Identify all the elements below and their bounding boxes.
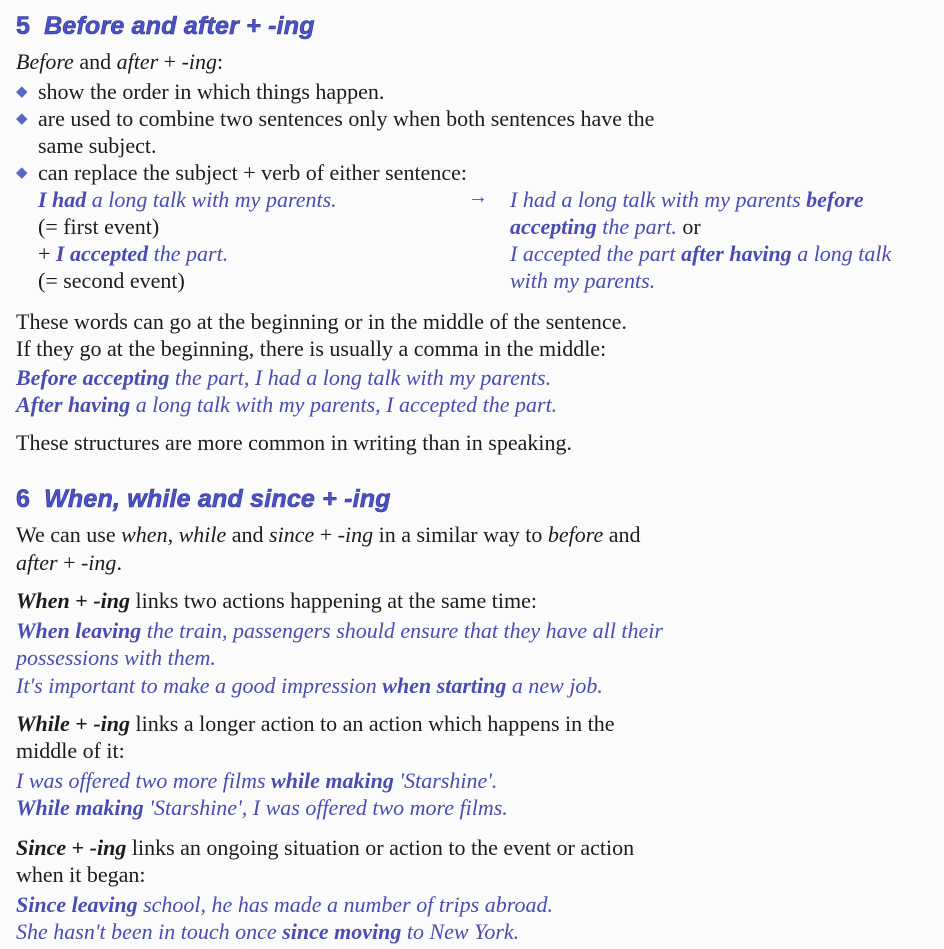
example-text-run: since moving	[282, 919, 402, 944]
text-run: and	[73, 49, 117, 74]
example-text-run: Since leaving	[16, 892, 138, 917]
example-sentence	[16, 767, 497, 794]
text-run: same subject.	[38, 133, 157, 158]
bullet-item-continued	[38, 132, 157, 159]
text-run: Before	[16, 49, 74, 74]
text-run: -ing	[80, 550, 117, 575]
example-text-run: I had	[38, 187, 87, 212]
example-left	[38, 213, 159, 240]
example-sentence	[16, 891, 553, 918]
example-left	[38, 186, 337, 213]
rule-line	[16, 710, 615, 737]
intro-line	[16, 48, 223, 75]
text-run: +	[158, 49, 182, 74]
text-run: middle of it:	[16, 738, 125, 763]
example-sentence	[16, 672, 603, 699]
text-run: when	[121, 522, 168, 547]
example-right	[510, 240, 891, 267]
example-text-run: I accepted	[55, 241, 149, 266]
example-text-run: I accepted the part	[510, 241, 682, 266]
diamond-bullet-icon: ◆	[16, 84, 28, 100]
example-sentence	[16, 617, 663, 644]
text-run: If they go at the beginning, there is usually a comma in the middle:	[16, 336, 607, 361]
example-text-run: after having	[681, 241, 792, 266]
example-text-run: She hasn't been in touch once	[16, 919, 283, 944]
diamond-bullet-icon: ◆	[16, 111, 28, 127]
example-text-run: a long talk with my parents.	[86, 187, 337, 212]
text-run: -ing	[337, 522, 374, 547]
text-run: -ing	[93, 588, 131, 613]
diamond-bullet-icon: ◆	[16, 165, 28, 181]
text-run: and	[226, 522, 270, 547]
example-sentence	[16, 391, 557, 418]
paragraph-line	[16, 429, 572, 456]
rule-line	[16, 737, 125, 764]
section-title: When, while and since + -ing	[44, 485, 391, 513]
section-number: 5	[16, 12, 31, 40]
text-run: or	[676, 214, 701, 239]
text-run: When	[16, 588, 70, 613]
example-text-run: possessions with them.	[16, 645, 216, 670]
example-text-run: It's important to make a good impression	[16, 673, 383, 698]
example-text-run: with my parents.	[510, 268, 656, 293]
rule-line	[16, 861, 146, 888]
text-run: (= second event)	[38, 268, 185, 293]
example-text-run: when starting	[382, 673, 507, 698]
example-left	[38, 240, 228, 267]
arrow-right-icon: →	[468, 186, 488, 208]
example-text-run: school, he has made a number of trips abroad.	[137, 892, 553, 917]
example-text-run: a new job.	[506, 673, 603, 698]
text-run: links a longer action to an action which happens in the	[130, 711, 615, 736]
text-run: +	[314, 522, 338, 547]
example-text-run: the part, I had a long talk with my parents.	[169, 365, 552, 390]
rule-line	[16, 587, 537, 614]
text-run: and	[603, 522, 641, 547]
paragraph-line	[16, 549, 122, 576]
text-run: after	[116, 49, 159, 74]
text-run: while	[178, 522, 227, 547]
bullet-item	[38, 105, 654, 132]
example-text-run: to New York.	[401, 919, 520, 944]
text-run: While	[16, 711, 70, 736]
text-run: .	[116, 550, 122, 575]
example-sentence	[16, 364, 551, 391]
paragraph-line	[16, 308, 627, 335]
example-sentence	[16, 794, 508, 821]
text-run: We can use	[16, 522, 122, 547]
example-sentence	[16, 644, 216, 671]
example-text-run: the part.	[148, 241, 229, 266]
text-run: :	[217, 49, 224, 74]
text-run: show the order in which things happen.	[38, 79, 385, 104]
example-text-run: a long talk	[791, 241, 892, 266]
example-text-run: 'Starshine', I was offered two more films.	[143, 795, 508, 820]
example-text-run: Before accepting	[16, 365, 170, 390]
rule-line	[16, 834, 634, 861]
paragraph-line	[16, 521, 641, 548]
text-run: +	[57, 550, 81, 575]
text-run: +	[69, 711, 94, 736]
example-left	[38, 267, 185, 294]
example-sentence	[16, 918, 519, 945]
example-text-run: the part.	[596, 214, 677, 239]
text-run: are used to combine two sentences only when both sentences have the	[38, 106, 655, 131]
text-run: links an ongoing situation or action to the event or action	[126, 835, 635, 860]
example-text-run: I was offered two more films	[16, 768, 272, 793]
section-title: Before and after + -ing	[44, 12, 315, 40]
section-number: 6	[16, 485, 31, 513]
text-run: when it began:	[16, 862, 146, 887]
example-text-run: When leaving	[16, 618, 142, 643]
text-run: -ing	[181, 49, 218, 74]
text-run: These structures are more common in writing than in speaking.	[16, 430, 572, 455]
bullet-item	[38, 78, 384, 105]
text-run: +	[66, 835, 90, 860]
text-run: +	[38, 241, 56, 266]
text-run: since	[269, 522, 315, 547]
section-5-heading	[16, 12, 315, 41]
example-text-run: accepting	[510, 214, 597, 239]
example-text-run: a long talk with my parents, I accepted the part.	[130, 392, 558, 417]
text-run: in a similar way to	[373, 522, 548, 547]
example-text-run: before	[806, 187, 864, 212]
text-run: -ing	[89, 835, 127, 860]
example-right	[510, 213, 701, 240]
section-6-heading	[16, 485, 391, 514]
example-text-run: the train, passengers should ensure that they have all their	[141, 618, 663, 643]
text-run: can replace the subject + verb of either sentence:	[38, 160, 467, 185]
text-run: +	[69, 588, 94, 613]
text-run: These words can go at the beginning or in the middle of the sentence.	[16, 309, 627, 334]
text-run: ,	[167, 522, 179, 547]
bullet-item	[38, 159, 467, 186]
paragraph-line	[16, 335, 606, 362]
text-run: before	[547, 522, 604, 547]
example-text-run: While making	[16, 795, 144, 820]
example-text-run: 'Starshine'.	[393, 768, 498, 793]
text-run: -ing	[93, 711, 131, 736]
example-right	[510, 267, 655, 294]
example-text-run: while making	[271, 768, 394, 793]
example-text-run: I had a long talk with my parents	[510, 187, 807, 212]
text-run: (= first event)	[38, 214, 160, 239]
example-right	[510, 186, 864, 213]
text-run: links two actions happening at the same time:	[130, 588, 537, 613]
text-run: after	[16, 550, 58, 575]
example-text-run: After having	[16, 392, 131, 417]
text-run: Since	[16, 835, 67, 860]
